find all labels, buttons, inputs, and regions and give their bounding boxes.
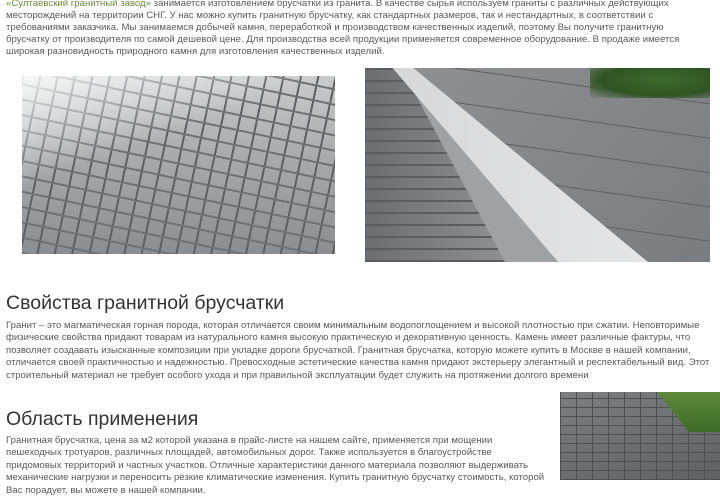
paved-sidewalk-photo <box>560 392 720 480</box>
grass-area <box>590 68 710 98</box>
grass-area <box>642 392 720 432</box>
properties-paragraph: Гранит – это магматическая горная порода, которая отличается своим минимальным водопоглощением и высокой плотностью при сжатии. Неповторимые физические свойства придают товарам из натурального камня высокую практическую и декоративную ценность. Камень имеет различные фактуры, что позволяет создавать изысканные композиции при укладке дороги брусчаткой. Гранитная брусчатка, которую можете купить в Москве в нашей компании, отличается своей практичностью и надежностью. Превосходные эстетические качества камня придают экстерьеру элегантный и респектабельный вид. Этот строительный материал не требует особого ухода и при правильной эксплуатации будет служить на протяжении долгого времени <box>6 320 710 381</box>
intro-text: занимается изготовлением брусчатки из гранита. В качестве сырья используем граниты с различных действующих месторождений на территории СНГ. У нас можно купить гранитную брусчатку, как стандартных размеров, так и нестандартных, в соответствии с требованиями заказчика. Мы занимаемся добычей камня, переработкой и производством качественных изделий, поэтому Вы получите гранитную брусчатку от производителя по самой дешевой цене. Для производства всей продукции применяется современное оборудование. В продаже имеется широкая разновидность природного камня для изготовления качественных изделий. <box>6 0 680 57</box>
properties-heading: Свойства гранитной брусчатки <box>6 292 285 314</box>
usage-heading: Область применения <box>6 408 199 430</box>
usage-paragraph: Гранитная брусчатка, цена за м2 которой указана в прайс-листе на нашем сайте, применяется при мощении пешеходных тротуаров, различных площадей, автомобильных дорог. Также используется в благоустройстве придомовых территорий и частных участков. Отличные характеристики данного материала позволяют выдерживать механические нагрузки и переносить резкие климатические изменения. Купить гранитную брусчатку стоимость, которой Вас порадует, вы можете в нашей компании. <box>6 435 545 496</box>
intro-paragraph <box>6 0 706 58</box>
granite-cubes-photo <box>22 76 335 254</box>
company-name: «Султаевский гранитный завод» <box>6 0 151 9</box>
granite-curb-photo <box>365 68 710 262</box>
